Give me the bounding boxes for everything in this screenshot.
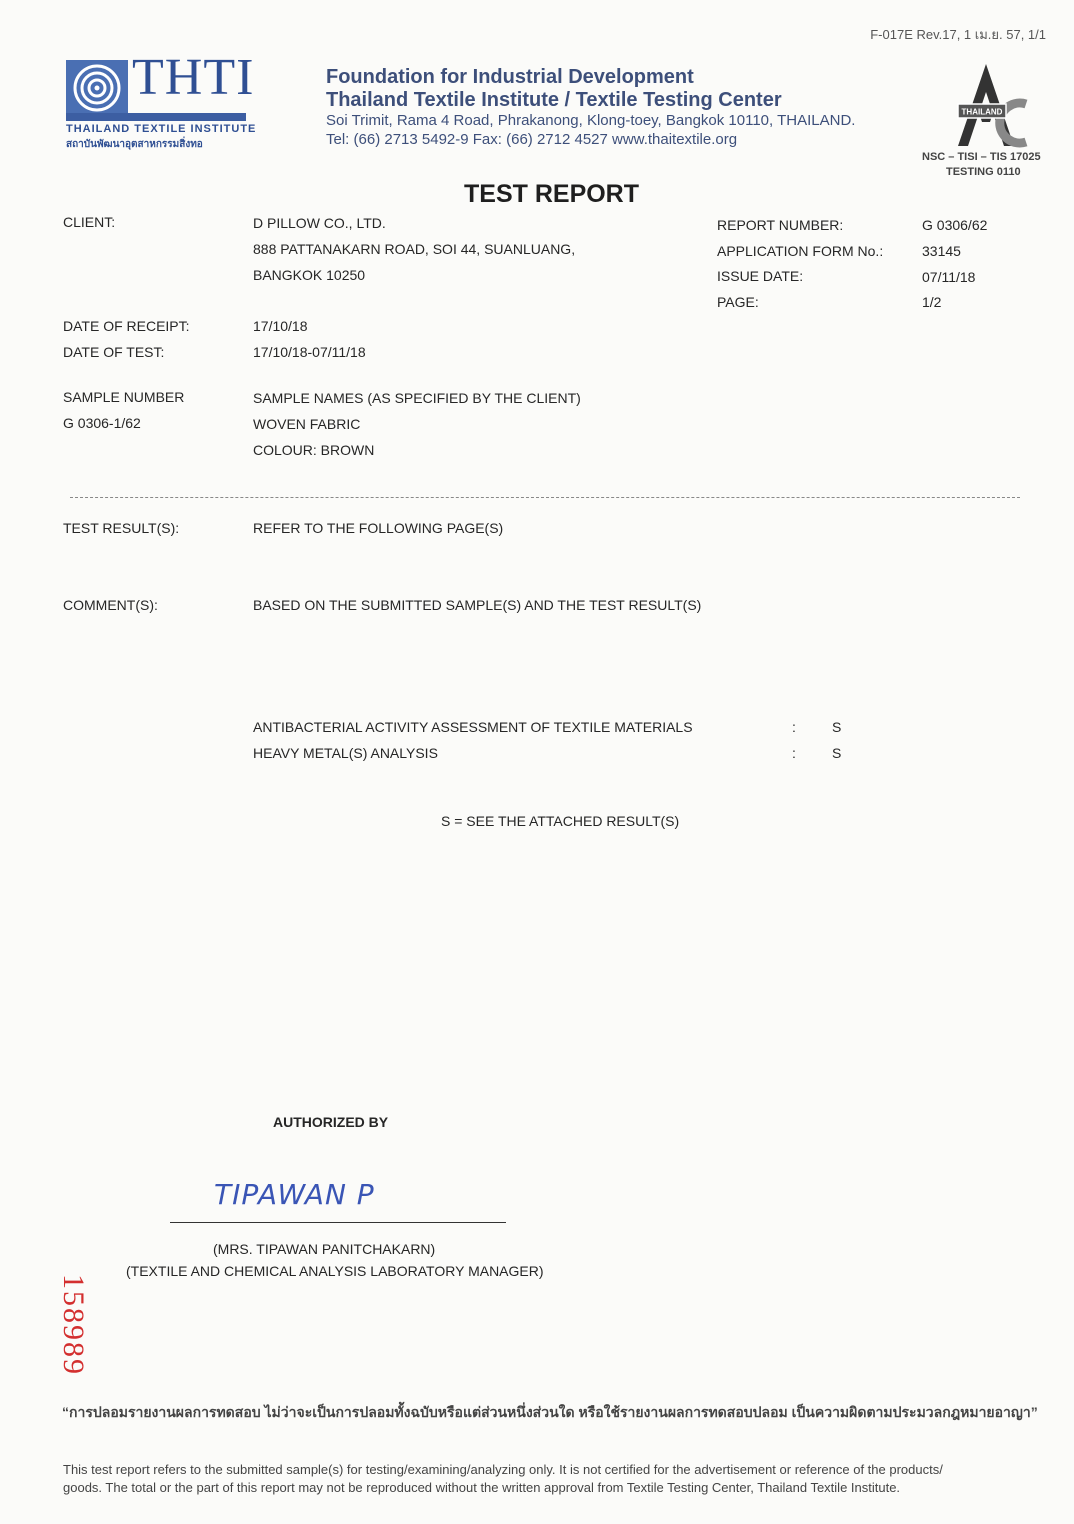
page-label: PAGE:	[717, 294, 759, 310]
signatory-name: (MRS. TIPAWAN PANITCHAKARN)	[213, 1241, 436, 1257]
client-name: D PILLOW CO., LTD.	[253, 215, 386, 231]
app-form-label: APPLICATION FORM No.:	[717, 243, 884, 259]
sample-names-label: SAMPLE NAMES (AS SPECIFIED BY THE CLIENT)	[253, 390, 581, 406]
test-item-separator: :	[792, 745, 796, 761]
report-number-value: G 0306/62	[922, 217, 988, 233]
client-address-line2: BANGKOK 10250	[253, 267, 366, 283]
app-form-value: 33145	[922, 243, 961, 259]
thti-logo-icon	[66, 60, 128, 116]
sample-number-label: SAMPLE NUMBER	[63, 389, 185, 405]
authorized-by-label: AUTHORIZED BY	[273, 1114, 389, 1130]
org-name-line2: Thailand Textile Institute / Textile Testing Center	[326, 89, 782, 111]
comments-value: BASED ON THE SUBMITTED SAMPLE(S) AND THE TEST RESULT(S)	[253, 597, 702, 613]
form-code: F-017E Rev.17, 1 เม.ย. 57, 1/1	[870, 27, 1046, 42]
logo-wordmark: THTI	[132, 49, 255, 106]
sample-name-value: WOVEN FABRIC	[253, 416, 361, 432]
client-address-line1: 888 PATTANAKARN ROAD, SOI 44, SUANLUANG,	[253, 241, 576, 257]
org-address: Soi Trimit, Rama 4 Road, Phrakanong, Klong-toey, Bangkok 10110, THAILAND.	[326, 112, 856, 129]
results-label: TEST RESULT(S):	[63, 520, 180, 536]
test-item-name: ANTIBACTERIAL ACTIVITY ASSESSMENT OF TEXTILE MATERIALS	[253, 719, 693, 735]
issue-date-value: 07/11/18	[922, 269, 976, 285]
org-contact: Tel: (66) 2713 5492-9 Fax: (66) 2712 4527 www.thaitextile.org	[326, 131, 738, 148]
org-name-line1: Foundation for Industrial Development	[326, 66, 694, 88]
receipt-date-value: 17/10/18	[253, 318, 308, 334]
test-item-result: S	[832, 719, 842, 735]
page-value: 1/2	[922, 294, 942, 310]
test-item-name: HEAVY METAL(S) ANALYSIS	[253, 745, 438, 761]
disclaimer-line1: This test report refers to the submitted sample(s) for testing/examining/analyzing only. It is not certified for the advertisement or reference of the products/	[63, 1462, 943, 1477]
sample-colour: COLOUR: BROWN	[253, 442, 375, 458]
result-legend: S = SEE THE ATTACHED RESULT(S)	[441, 813, 680, 829]
test-date-value: 17/10/18-07/11/18	[253, 344, 366, 360]
receipt-date-label: DATE OF RECEIPT:	[63, 318, 190, 334]
sample-number-value: G 0306-1/62	[63, 415, 141, 431]
comments-label: COMMENT(S):	[63, 597, 158, 613]
serial-number: 158989	[57, 1274, 90, 1376]
thai-forgery-notice: “การปลอมรายงานผลการทดสอบ ไม่ว่าจะเป็นการปลอมทั้งฉบับหรือแต่ส่วนหนึ่งส่วนใด หรือใช้รายงานผลการทดสอบปลอม เป็นความผิดตามประมวลกฎหมายอาญา”	[62, 1404, 1038, 1420]
issue-date-label: ISSUE DATE:	[717, 268, 804, 284]
section-divider	[70, 497, 1020, 498]
logo-english-name: THAILAND TEXTILE INSTITUTE	[66, 123, 257, 135]
accreditation-line2: TESTING 0110	[946, 166, 1021, 178]
signature-line	[170, 1222, 506, 1223]
test-item-result: S	[832, 745, 842, 761]
test-item-separator: :	[792, 719, 796, 735]
logo-thai-name: สถาบันพัฒนาอุตสาหกรรมสิ่งทอ	[66, 139, 203, 150]
results-value: REFER TO THE FOLLOWING PAGE(S)	[253, 520, 504, 536]
page-title: TEST REPORT	[464, 180, 640, 208]
logo-bar	[66, 113, 246, 121]
signature: TIPAWAN P	[214, 1178, 375, 1211]
test-date-label: DATE OF TEST:	[63, 344, 165, 360]
signatory-position: (TEXTILE AND CHEMICAL ANALYSIS LABORATORY MANAGER)	[126, 1263, 544, 1279]
report-number-label: REPORT NUMBER:	[717, 217, 844, 233]
nac-mark-text: THAILAND	[961, 107, 1003, 117]
nac-accreditation-icon	[924, 58, 1036, 150]
client-label: CLIENT:	[63, 214, 116, 230]
accreditation-line1: NSC – TISI – TIS 17025	[922, 151, 1041, 163]
disclaimer-line2: goods. The total or the part of this report may not be reproduced without the written approval from Textile Testing Center, Thailand Textile Institute.	[63, 1480, 901, 1495]
